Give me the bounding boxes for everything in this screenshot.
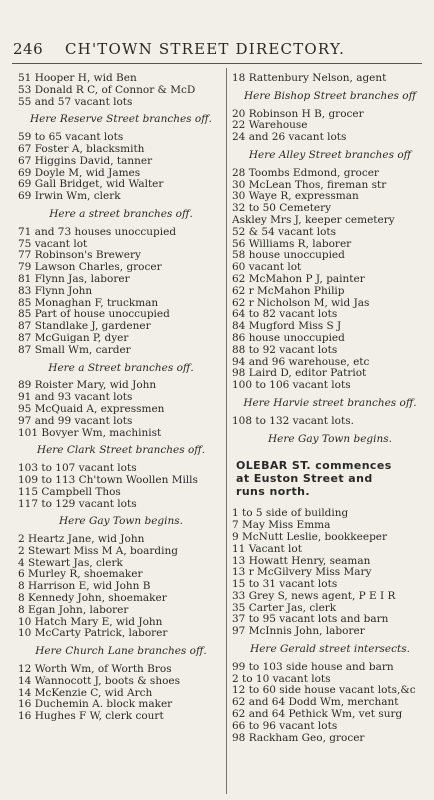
directory-entry: 64 to 82 vacant lots bbox=[232, 309, 338, 321]
directory-entry: 87 Standlake J, gardener bbox=[18, 321, 151, 333]
page-number: 246 bbox=[13, 40, 44, 58]
directory-entry: 83 Flynn John bbox=[18, 285, 93, 297]
directory-entry: 33 Grey S, news agent, P E I R bbox=[232, 590, 396, 602]
directory-entry: 30 McLean Thos, fireman str bbox=[232, 179, 387, 191]
directory-entry: 52 & 54 vacant lots bbox=[232, 226, 337, 238]
directory-entry: 97 McInnis John, laborer bbox=[232, 626, 365, 638]
directory-entry: 20 Robinson H B, grocer bbox=[232, 108, 364, 120]
section-heading: Here a street branches off. bbox=[49, 207, 193, 220]
directory-entry: 79 Lawson Charles, grocer bbox=[18, 262, 162, 274]
street-notice-line: at Euston Street and bbox=[236, 472, 373, 486]
directory-entry: 12 Worth Wm, of Worth Bros bbox=[18, 664, 172, 676]
directory-entry: 22 Warehouse bbox=[232, 120, 308, 132]
directory-entry: 81 Flynn Jas, laborer bbox=[18, 273, 130, 285]
directory-entry: 62 r McMahon Philip bbox=[232, 285, 345, 297]
directory-entry: 9 McNutt Leslie, bookkeeper bbox=[232, 531, 388, 543]
directory-entry: 2 Stewart Miss M A, boarding bbox=[18, 545, 178, 557]
left-column bbox=[18, 73, 224, 723]
directory-entry: 2 to 10 vacant lots bbox=[232, 673, 331, 685]
directory-entry: 28 Toombs Edmond, grocer bbox=[232, 167, 379, 179]
page-header bbox=[13, 40, 422, 60]
directory-entry: 85 Monaghan F, truckman bbox=[18, 297, 159, 309]
directory-entry: 60 vacant lot bbox=[232, 262, 302, 274]
directory-entry: 85 Part of house unoccupied bbox=[18, 309, 170, 321]
directory-entry: 97 and 99 vacant lots bbox=[18, 415, 133, 427]
header-rule bbox=[12, 63, 422, 64]
directory-entry: 32 to 50 Cemetery bbox=[232, 203, 332, 215]
section-heading: Here Alley Street branches off bbox=[248, 148, 412, 161]
directory-entry: 87 Small Wm, carder bbox=[18, 344, 131, 356]
section-heading: Here Harvie street branches off. bbox=[243, 396, 417, 409]
directory-entry: 12 to 60 side house vacant lots,&c bbox=[232, 685, 416, 697]
directory-entry: 14 McKenzie C, wid Arch bbox=[18, 687, 153, 699]
directory-entry: 10 Hatch Mary E, wid John bbox=[18, 616, 163, 628]
directory-entry: 77 Robinson's Brewery bbox=[18, 250, 141, 262]
directory-entry: 109 to 113 Ch'town Woollen Mills bbox=[18, 474, 198, 486]
directory-entry: 8 Egan John, laborer bbox=[18, 604, 129, 616]
directory-entry: 86 house unoccupied bbox=[232, 332, 345, 344]
directory-entry: 101 Bovyer Wm, machinist bbox=[18, 427, 162, 439]
section-heading: Here Gay Town begins. bbox=[59, 515, 183, 528]
section-heading: Here Clark Street branches off. bbox=[36, 444, 206, 457]
directory-entry: 103 to 107 vacant lots bbox=[18, 463, 137, 475]
directory-entry: 56 Williams R, laborer bbox=[232, 238, 352, 250]
directory-entry: 2 Heartz Jane, wid John bbox=[18, 534, 145, 546]
directory-entry: 94 and 96 warehouse, etc bbox=[232, 356, 370, 368]
directory-entry: 98 Laird D, editor Patriot bbox=[232, 368, 367, 380]
directory-entry: 18 Rattenbury Nelson, agent bbox=[232, 73, 387, 84]
directory-entry: 55 and 57 vacant lots bbox=[18, 96, 133, 108]
running-head: CH'TOWN STREET DIRECTORY. bbox=[65, 40, 346, 58]
directory-entry: 89 Roister Mary, wid John bbox=[18, 380, 157, 392]
directory-entry: 75 vacant lot bbox=[18, 238, 88, 250]
directory-entry: 69 Doyle M, wid James bbox=[18, 167, 141, 179]
directory-entry: 99 to 103 side house and barn bbox=[232, 661, 394, 673]
directory-entry: 67 Foster A, blacksmith bbox=[18, 143, 145, 155]
directory-entry: 67 Higgins David, tanner bbox=[18, 155, 153, 167]
directory-entry: 1 to 5 side of building bbox=[232, 508, 349, 520]
directory-entry: 62 r Nicholson M, wid Jas bbox=[232, 297, 370, 309]
directory-entry: 69 Irwin Wm, clerk bbox=[18, 191, 121, 203]
directory-entry: 24 and 26 vacant lots bbox=[232, 132, 347, 144]
directory-entry: 88 to 92 vacant lots bbox=[232, 344, 338, 356]
directory-entry: 108 to 132 vacant lots. bbox=[232, 415, 354, 427]
directory-entry: 53 Donald R C, of Connor & McD bbox=[18, 84, 196, 96]
section-heading: Here Bishop Street branches off bbox=[243, 89, 417, 102]
directory-entry: 87 McGuigan P, dyer bbox=[18, 332, 129, 344]
section-heading: Here Gay Town begins. bbox=[268, 432, 392, 445]
directory-entry: Askley Mrs J, keeper cemetery bbox=[232, 214, 395, 226]
section-heading: Here a Street branches off. bbox=[48, 361, 194, 374]
directory-entry: 6 Murley R, shoemaker bbox=[18, 569, 143, 581]
directory-entry: 16 Hughes F W, clerk court bbox=[18, 711, 164, 723]
directory-entry: 66 to 96 vacant lots bbox=[232, 720, 338, 732]
column-divider bbox=[226, 68, 227, 794]
directory-entry: 13 r McGilvery Miss Mary bbox=[232, 567, 372, 579]
street-notice-line: OLEBAR ST. commences bbox=[236, 459, 392, 473]
directory-entry: 62 and 64 Dodd Wm, merchant bbox=[232, 697, 399, 709]
directory-entry: 8 Kennedy John, shoemaker bbox=[18, 593, 167, 605]
directory-entry: 7 May Miss Emma bbox=[232, 520, 331, 532]
directory-entry: 10 McCarty Patrick, laborer bbox=[18, 628, 168, 640]
directory-entry: 51 Hooper H, wid Ben bbox=[18, 73, 137, 84]
section-heading: Here Church Lane branches off. bbox=[35, 645, 207, 658]
street-notice bbox=[236, 459, 428, 498]
directory-entry: 59 to 65 vacant lots bbox=[18, 132, 124, 144]
directory-entry: 37 to 95 vacant lots and barn bbox=[232, 614, 389, 626]
directory-entry: 115 Campbell Thos bbox=[18, 486, 121, 498]
section-heading: Here Gerald street intersects. bbox=[250, 643, 410, 656]
section-heading: Here Reserve Street branches off. bbox=[29, 113, 213, 126]
directory-entry: 71 and 73 houses unoccupied bbox=[18, 226, 177, 238]
directory-entry: 11 Vacant lot bbox=[232, 543, 302, 555]
directory-entry: 117 to 129 vacant lots bbox=[18, 498, 137, 510]
directory-entry: 14 Wannocott J, boots & shoes bbox=[18, 675, 181, 687]
directory-entry: 15 to 31 vacant lots bbox=[232, 579, 338, 591]
directory-entry: 13 Howatt Henry, seaman bbox=[232, 555, 371, 567]
directory-entry: 4 Stewart Jas, clerk bbox=[18, 557, 123, 569]
street-notice-line: runs north. bbox=[236, 485, 310, 499]
directory-entry: 95 McQuaid A, expressmen bbox=[18, 403, 165, 415]
directory-entry: 62 and 64 Pethick Wm, vet surg bbox=[232, 709, 403, 721]
directory-entry: 91 and 93 vacant lots bbox=[18, 392, 133, 404]
directory-entry: 84 Mugford Miss S J bbox=[232, 321, 342, 333]
directory-entry: 100 to 106 vacant lots bbox=[232, 380, 351, 392]
directory-entry: 35 Carter Jas, clerk bbox=[232, 602, 337, 614]
right-column bbox=[232, 73, 428, 744]
directory-entry: 98 Rackham Geo, grocer bbox=[232, 732, 365, 744]
directory-entry: 62 McMahon P J, painter bbox=[232, 273, 365, 285]
directory-entry: 8 Harrison E, wid John B bbox=[18, 581, 151, 593]
directory-entry: 58 house unoccupied bbox=[232, 250, 345, 262]
directory-entry: 30 Waye R, expressman bbox=[232, 191, 359, 203]
directory-entry: 69 Gall Bridget, wid Walter bbox=[18, 179, 164, 191]
directory-entry: 16 Duchemin A. block maker bbox=[18, 699, 173, 711]
